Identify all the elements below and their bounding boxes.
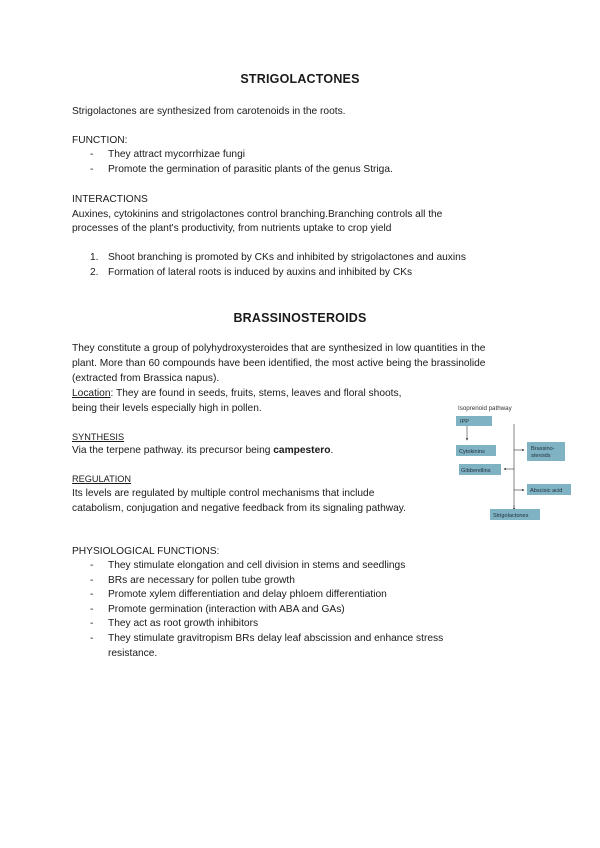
interactions-heading: INTERACTIONS: [72, 194, 148, 205]
brassinosteroids-title: BRASSINOSTEROIDS: [233, 311, 367, 325]
campesterol-term: campestero: [273, 445, 331, 456]
interactions-line-2: processes of the plant's productivity, from nutrients uptake to crop yield: [72, 223, 392, 234]
list-item: - Promote the germination of parasitic plants of the genus Striga.: [90, 163, 393, 175]
list-item: - Promote xylem differentiation and delay phloem differentiation: [90, 589, 387, 601]
brassino-label-1: Brassino-: [531, 446, 555, 452]
list-item-continuation: resistance.: [108, 647, 158, 659]
strigolactones-label: Strigolactones: [493, 513, 529, 519]
ipp-label: IPP: [460, 419, 470, 425]
list-item: - Promote germination (interaction with ABA and GAs): [90, 603, 345, 615]
location-line-2: being their levels especially high in pollen.: [72, 403, 262, 414]
regulation-line-2: catabolism, conjugation and negative feedback from its signaling pathway.: [72, 503, 406, 514]
physio-heading: PHYSIOLOGICAL FUNCTIONS:: [72, 546, 220, 557]
physio-list: [72, 559, 443, 661]
isoprenoid-pathway-diagram: [455, 402, 573, 524]
strigolactones-intro: Strigolactones are synthesized from carotenoids in the roots.: [72, 106, 346, 117]
function-heading: FUNCTION:: [72, 135, 128, 146]
synthesis-heading: SYNTHESIS: [72, 432, 125, 442]
diagram-title: Isoprenoid pathway: [458, 405, 512, 412]
list-item: - They stimulate elongation and cell division in stems and seedlings: [90, 560, 406, 571]
list-item: 1. Shoot branching is promoted by CKs and inhibited by strigolactones and auxins: [90, 252, 466, 263]
list-item: - They attract mycorrhizae fungi: [90, 149, 246, 160]
abscisic-label: Abscisic acid: [530, 488, 563, 494]
synthesis-text: Via the terpene pathway. its precursor being campestero.: [72, 445, 334, 456]
regulation-line-1: Its levels are regulated by multiple control mechanisms that include: [72, 488, 375, 499]
brassino-intro-line-2: plant. More than 60 compounds have been identified, the most active being the brassinolide: [72, 358, 486, 369]
brassino-intro-line-1: They constitute a group of polyhydroxysteroides that are synthesized in low quantities in the: [72, 343, 486, 354]
location-line-1: Location: They are found in seeds, fruits, stems, leaves and floral shoots,: [72, 388, 402, 399]
list-item: - They act as root growth inhibitors: [90, 618, 259, 630]
function-list: [72, 148, 393, 177]
brassino-intro-line-3: (extracted from Brassica napus).: [72, 373, 220, 384]
interactions-line-1: Auxines, cytokinins and strigolactones control branching.Branching controls all the: [72, 209, 443, 220]
brassino-label-2: steroids: [531, 453, 551, 459]
location-label: Location: [72, 388, 111, 399]
list-item: - BRs are necessary for pollen tube growth: [90, 574, 295, 586]
branching-numbered-list: [72, 251, 466, 280]
gibberellins-label: Gibberellins: [461, 468, 491, 474]
list-item: 2. Formation of lateral roots is induced by auxins and inhibited by CKs: [90, 266, 413, 278]
strigolactones-title: STRIGOLACTONES: [240, 72, 360, 86]
regulation-heading: REGULATION: [72, 474, 132, 484]
list-item: - They stimulate gravitropism BRs delay leaf abscission and enhance stress: [90, 632, 444, 644]
cytokinins-label: Cytokinins: [459, 449, 485, 455]
